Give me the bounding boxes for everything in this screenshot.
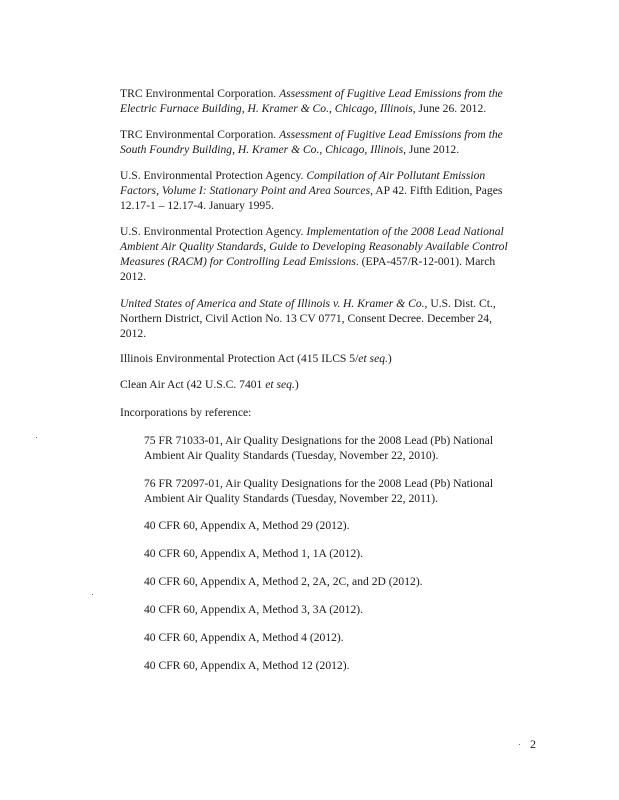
italic-text: Electric Furnace Building, H. Kramer & Co., Chicago, Illinois [120, 102, 413, 115]
scan-speck [92, 594, 93, 595]
text-run: 40 CFR 60, Appendix A, Method 12 (2012). [144, 659, 350, 672]
text-line [144, 658, 534, 673]
italic-text: Assessment of Fugitive Lead Emissions from the [279, 128, 503, 141]
text-line [120, 351, 540, 366]
italic-text: Factors, Volume I: Stationary Point and Area Sources [120, 184, 371, 197]
scan-speck [36, 437, 37, 438]
italic-text: South Foundry Building, H. Kramer & Co., Chicago, Illinois [120, 143, 404, 156]
text-line [120, 142, 540, 157]
text-line [144, 574, 534, 589]
text-line [120, 183, 540, 198]
italic-text: United States of America and State of Illinois v. H. Kramer & Co. [120, 297, 425, 310]
text-line [120, 224, 540, 239]
text-run: ) [387, 352, 392, 365]
incorporation-76fr72097 [144, 476, 534, 506]
text-run: 2012. [120, 270, 147, 283]
text-line [120, 311, 540, 326]
text-run: 40 CFR 60, Appendix A, Method 3, 3A (2012). [144, 603, 364, 616]
text-line [120, 326, 540, 341]
text-line [120, 405, 540, 420]
text-run: TRC Environmental Corporation. [120, 87, 280, 100]
incorporation-method-4 [144, 630, 534, 645]
reference-epa-racm [120, 224, 540, 284]
text-line [120, 168, 540, 183]
text-run: Northern District, Civil Action No. 13 CV 0771, Consent Decree. December 24, [120, 312, 493, 325]
text-run: 40 CFR 60, Appendix A, Method 4 (2012). [144, 631, 344, 644]
text-run: , June 26. 2012. [412, 102, 487, 115]
text-run: U.S. Environmental Protection Agency. [120, 169, 307, 182]
scan-speck [519, 744, 520, 745]
reference-illinois-epa-act [120, 351, 540, 366]
text-line [144, 491, 534, 506]
incorporation-method-12 [144, 658, 534, 673]
text-run: 40 CFR 60, Appendix A, Method 1, 1A (2012). [144, 547, 364, 560]
incorporation-75fr71033 [144, 433, 534, 463]
text-run: Incorporations by reference: [120, 406, 252, 419]
text-run: 75 FR 71033-01, Air Quality Designations for the 2008 Lead (Pb) National [144, 434, 494, 447]
text-line [144, 602, 534, 617]
text-line [144, 518, 534, 533]
incorporation-method-29 [144, 518, 534, 533]
text-line [120, 239, 540, 254]
incorporation-method-1 [144, 546, 534, 561]
reference-trc-electric-furnace [120, 86, 540, 116]
page-number: 2 [530, 737, 536, 751]
text-run: 40 CFR 60, Appendix A, Method 2, 2A, 2C, and 2D (2012). [144, 575, 423, 588]
text-line [144, 433, 534, 448]
text-run: ) [294, 378, 299, 391]
text-run: 40 CFR 60, Appendix A, Method 29 (2012). [144, 519, 350, 532]
incorporations-heading [120, 405, 540, 420]
text-line [120, 269, 540, 284]
text-line [144, 546, 534, 561]
italic-text: Compilation of Air Pollutant Emission [306, 169, 486, 182]
text-run: U.S. Environmental Protection Agency. [120, 225, 307, 238]
text-run: Ambient Air Quality Standards (Tuesday, November 22, 2010). [144, 449, 439, 462]
text-run: Illinois Environmental Protection Act (415 ILCS 5/ [120, 352, 359, 365]
text-run: 2012. [120, 327, 147, 340]
italic-text: Implementation of the 2008 Lead National [306, 225, 504, 238]
italic-text: Measures (RACM) for Controlling Lead Emissions [120, 255, 356, 268]
incorporation-method-3 [144, 602, 534, 617]
text-run: Ambient Air Quality Standards (Tuesday, November 22, 2011). [144, 492, 438, 505]
text-line [144, 448, 534, 463]
text-run: 12.17-1 – 12.17-4. January 1995. [120, 199, 274, 212]
italic-text: Assessment of Fugitive Lead Emissions from the [279, 87, 503, 100]
italic-text: Ambient Air Quality Standards, Guide to Developing Reasonably Available Control [120, 240, 508, 253]
italic-text: et seq. [358, 352, 388, 365]
reference-epa-ap42 [120, 168, 540, 213]
text-run: TRC Environmental Corporation. [120, 128, 280, 141]
text-line [120, 101, 540, 116]
text-line [144, 476, 534, 491]
reference-clean-air-act [120, 377, 540, 392]
text-line [120, 254, 540, 269]
text-line [120, 127, 540, 142]
text-line [120, 296, 540, 311]
italic-text: et seq. [265, 378, 295, 391]
text-line [120, 377, 540, 392]
text-run: , June 2012. [403, 143, 460, 156]
incorporation-method-2 [144, 574, 534, 589]
text-run: . (EPA-457/R-12-001). March [355, 255, 496, 268]
text-run: Clean Air Act (42 U.S.C. 7401 [120, 378, 266, 391]
text-run: , U.S. Dist. Ct., [424, 297, 496, 310]
text-line [120, 86, 540, 101]
reference-consent-decree [120, 296, 540, 341]
text-run: 76 FR 72097-01, Air Quality Designations for the 2008 Lead (Pb) National [144, 477, 494, 490]
text-line [120, 198, 540, 213]
reference-trc-south-foundry [120, 127, 540, 157]
text-line [144, 630, 534, 645]
text-run: , AP 42. Fifth Edition, Pages [370, 184, 503, 197]
